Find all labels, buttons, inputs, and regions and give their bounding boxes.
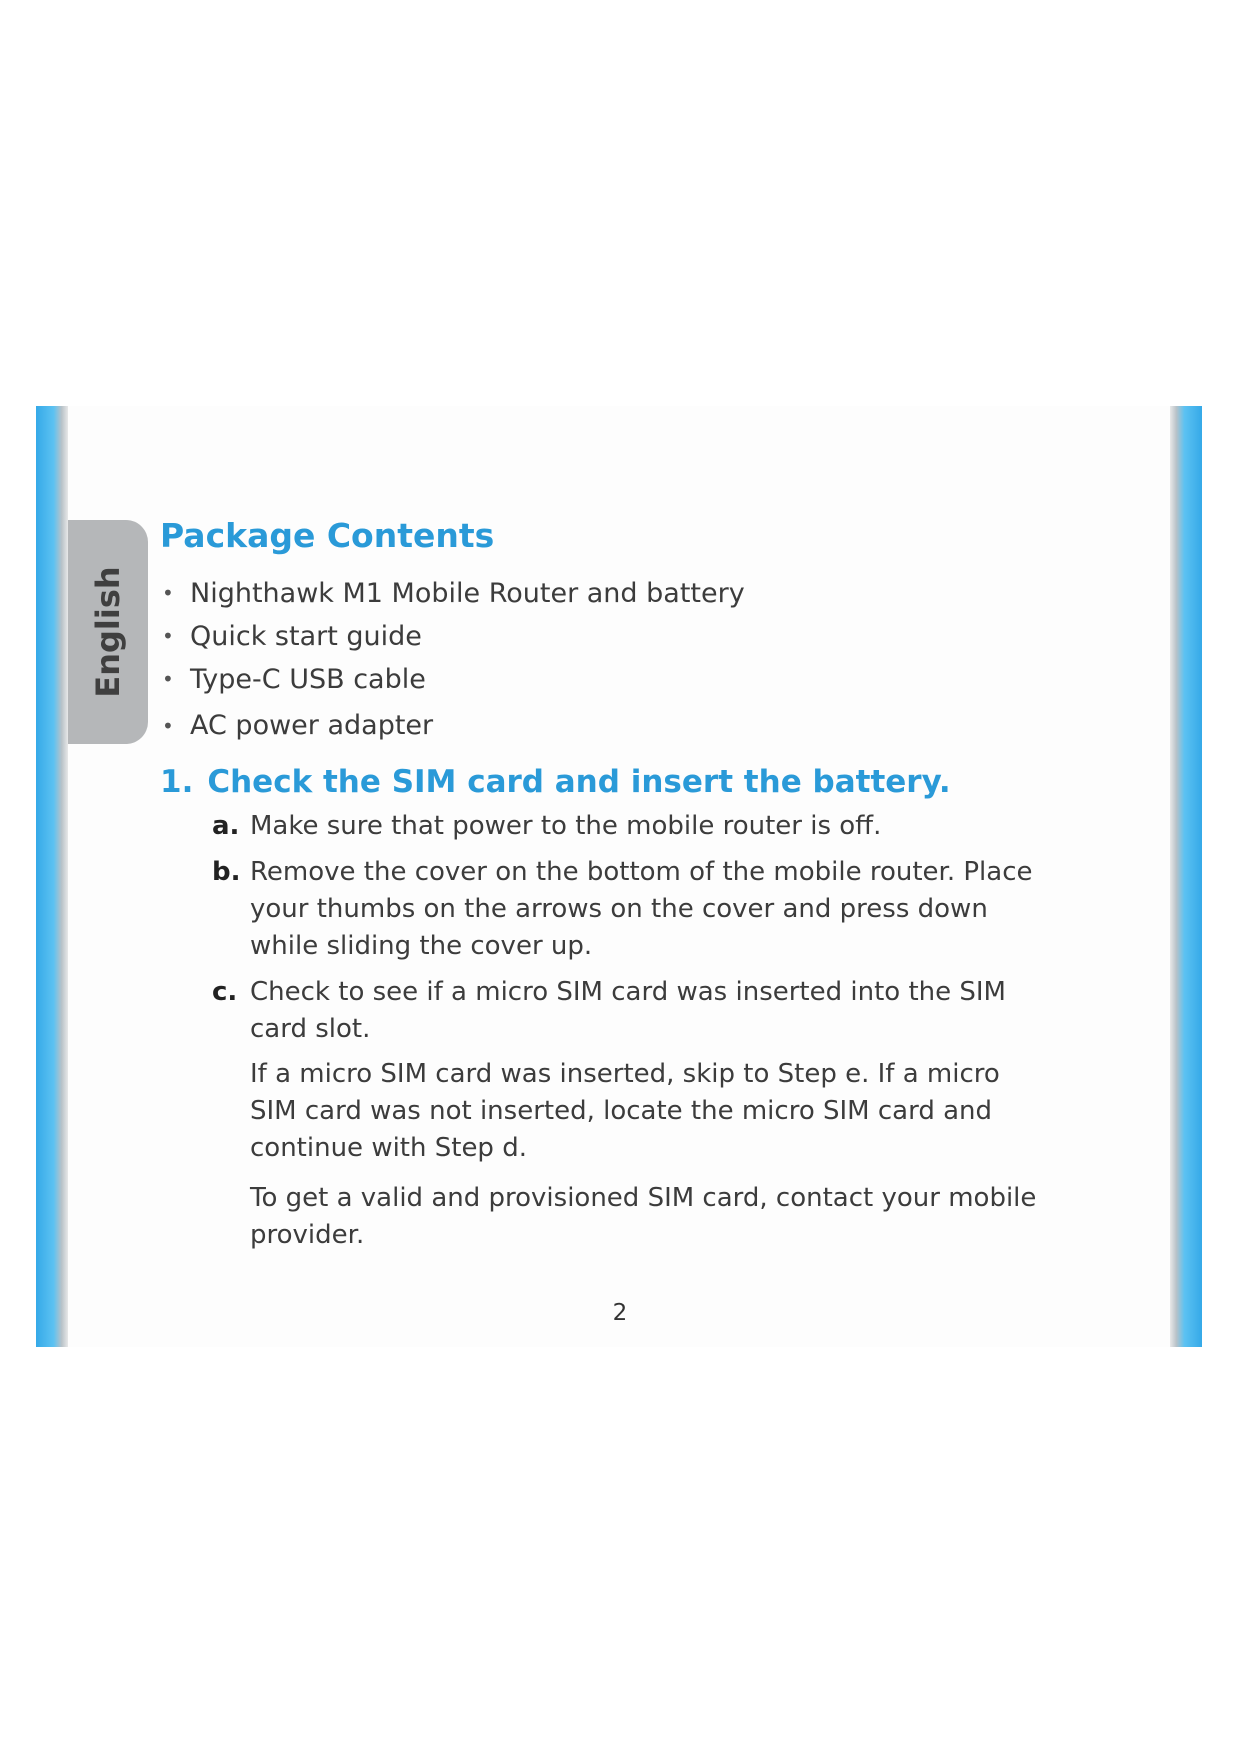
substep-letter: b. <box>212 857 241 887</box>
list-item <box>160 658 745 701</box>
list-item-label: AC power adapter <box>190 710 434 741</box>
list-item <box>160 701 745 747</box>
step-title-text: Check the SIM card and insert the battery. <box>207 764 951 800</box>
substep-text: Check to see if a micro SIM card was inserted into the SIM card slot. <box>250 977 1006 1044</box>
list-item-label: Quick start guide <box>190 621 422 652</box>
list-item <box>160 615 745 658</box>
substep-letter: c. <box>212 977 238 1007</box>
bullet-icon: • <box>162 714 174 738</box>
substep-b <box>212 854 1052 965</box>
page-number: 2 <box>612 1300 628 1326</box>
package-contents-list <box>160 572 745 747</box>
step-1-substeps <box>212 808 1052 1263</box>
step-number: 1. <box>160 764 194 800</box>
right-side-bar <box>1170 406 1202 1347</box>
substep-text: If a micro SIM card was inserted, skip to Step e. If a micro SIM card was not inserted, locate the micro SIM card and continue with Step d. <box>250 1059 1000 1163</box>
list-item-label: Nighthawk M1 Mobile Router and battery <box>190 578 745 609</box>
substep-c <box>212 974 1052 1254</box>
bullet-icon: • <box>162 581 174 605</box>
bullet-icon: • <box>162 624 174 648</box>
substep-text: Remove the cover on the bottom of the mobile router. Place your thumbs on the arrows on the cover and press down while sliding the cover up. <box>250 857 1033 961</box>
substep-text: Make sure that power to the mobile router is off. <box>250 811 882 841</box>
language-tab-label: English <box>89 566 127 698</box>
step-1-title <box>160 764 951 800</box>
substep-text: To get a valid and provisioned SIM card, contact your mobile provider. <box>250 1183 1037 1250</box>
substep-letter: a. <box>212 811 240 841</box>
list-item-label: Type-C USB cable <box>190 664 426 695</box>
left-side-bar <box>36 406 68 1347</box>
list-item <box>160 572 745 615</box>
substep-a <box>212 808 1052 845</box>
package-contents-title: Package Contents <box>160 516 495 555</box>
bullet-icon: • <box>162 667 174 691</box>
